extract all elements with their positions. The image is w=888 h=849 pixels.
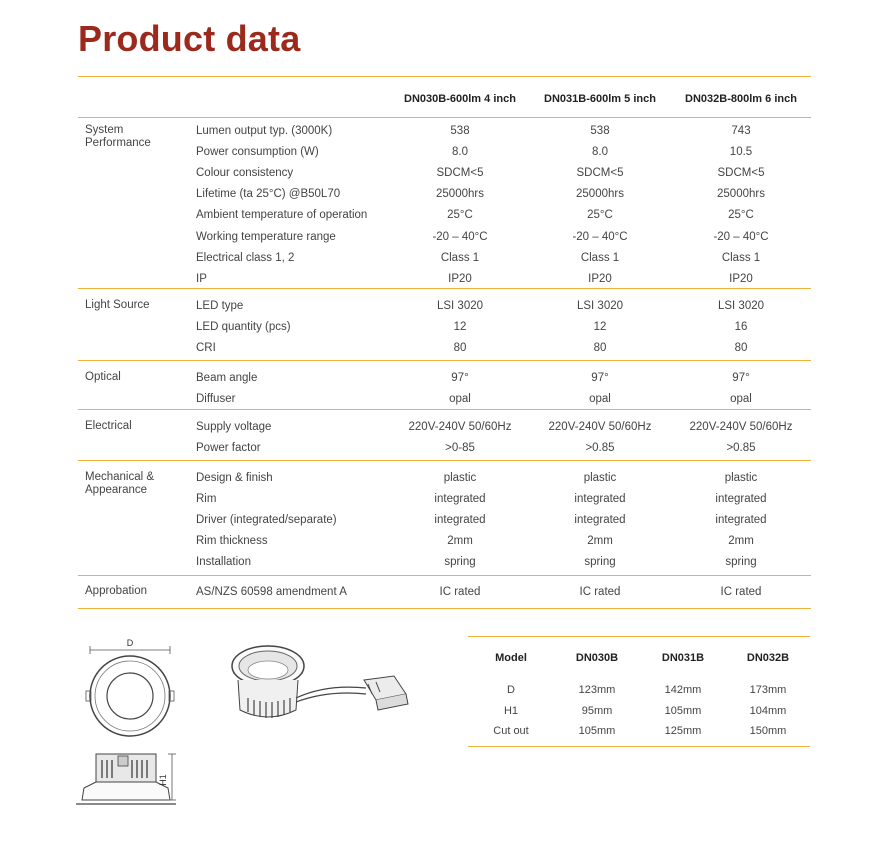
- spec-value: spring: [725, 556, 757, 569]
- spec-value: SDCM<5: [436, 167, 484, 180]
- spec-value: >0.85: [585, 442, 615, 455]
- spec-value: 220V-240V 50/60Hz: [408, 421, 512, 433]
- spec-value: integrated: [715, 493, 767, 506]
- spec-value: LSI 3020: [436, 300, 484, 312]
- spec-label: Rim: [196, 493, 217, 506]
- group-name: System Performance: [85, 124, 151, 149]
- spec-value: Class 1: [721, 251, 761, 264]
- spec-label: Rim thickness: [196, 535, 268, 548]
- spec-value: 25000hrs: [576, 188, 624, 201]
- spec-label: CRI: [196, 342, 216, 355]
- dim-row-label: D: [507, 684, 515, 696]
- spec-label: Lifetime (ta 25°C) @B50L70: [196, 188, 341, 201]
- spec-value: SDCM<5: [717, 167, 765, 180]
- spec-value: 25000hrs: [436, 188, 484, 201]
- spec-value: 25°C: [447, 209, 473, 222]
- spec-value: SDCM<5: [576, 167, 624, 180]
- spec-value: IC rated: [720, 586, 762, 598]
- spec-value: IP20: [588, 272, 612, 285]
- dim-value: 95mm: [581, 704, 613, 717]
- spec-label: Design & finish: [196, 472, 273, 484]
- top-view-drawing: [78, 636, 182, 744]
- spec-label: LED quantity (pcs): [196, 321, 291, 334]
- diameter-label: D: [126, 638, 134, 648]
- group-divider: [78, 575, 811, 576]
- spec-value: spring: [584, 556, 616, 569]
- side-view-drawing: [74, 748, 184, 808]
- spec-value: -20 – 40°C: [432, 230, 488, 243]
- dim-header: DN031B: [661, 652, 705, 664]
- spec-value: 2mm: [447, 535, 473, 548]
- spec-value: IC rated: [579, 586, 621, 598]
- spec-label: AS/NZS 60598 amendment A: [196, 586, 347, 598]
- spec-value: IP20: [448, 272, 472, 285]
- spec-value: Class 1: [440, 251, 480, 264]
- spec-value: 8.0: [592, 146, 608, 159]
- spec-value: 25°C: [728, 209, 754, 222]
- dim-value: 142mm: [664, 684, 702, 696]
- group-divider: [78, 460, 811, 461]
- dim-value: 123mm: [578, 684, 616, 696]
- group-divider: [78, 360, 811, 361]
- spec-value: >0-85: [445, 442, 475, 455]
- group-divider: [78, 288, 811, 289]
- spec-value: IC rated: [439, 586, 481, 598]
- spec-value: integrated: [434, 493, 486, 506]
- spec-value: LSI 3020: [576, 300, 624, 312]
- spec-value: 97°: [591, 372, 609, 384]
- title-divider: [78, 76, 811, 77]
- spec-value: 80: [453, 342, 467, 355]
- group-name: Light Source: [85, 299, 150, 311]
- spec-label: Installation: [196, 556, 251, 569]
- spec-value: integrated: [434, 514, 486, 527]
- spec-label: Supply voltage: [196, 421, 272, 433]
- spec-label: Power factor: [196, 442, 261, 455]
- spec-value: integrated: [574, 514, 626, 527]
- spec-value: 80: [593, 342, 607, 355]
- spec-value: plastic: [583, 472, 617, 484]
- spec-value: plastic: [443, 472, 477, 484]
- spec-value: 10.5: [729, 146, 753, 159]
- spec-label: Working temperature range: [196, 230, 336, 243]
- spec-label: IP: [196, 272, 207, 285]
- spec-label: LED type: [196, 300, 244, 312]
- spec-value: spring: [444, 556, 476, 569]
- dim-header: DN030B: [575, 652, 619, 664]
- spec-value: 12: [453, 321, 467, 334]
- dim-value: 104mm: [749, 704, 787, 717]
- column-header: DN031B-600lm 5 inch: [544, 93, 656, 105]
- product-illustration: [226, 636, 412, 726]
- spec-value: 2mm: [587, 535, 613, 548]
- spec-label: Power consumption (W): [196, 146, 319, 159]
- dim-value: 105mm: [578, 725, 616, 737]
- column-header: DN030B-600lm 4 inch: [404, 93, 516, 105]
- spec-value: 538: [450, 125, 470, 137]
- group-name: Approbation: [85, 585, 148, 597]
- dim-row-label: H1: [503, 704, 519, 717]
- spec-label: Lumen output typ. (3000K): [196, 125, 333, 137]
- spec-value: 80: [734, 342, 748, 355]
- spec-label: Ambient temperature of operation: [196, 209, 368, 222]
- spec-value: LSI 3020: [717, 300, 765, 312]
- spec-value: 97°: [732, 372, 750, 384]
- spec-value: integrated: [574, 493, 626, 506]
- spec-label: Diffuser: [196, 393, 236, 406]
- spec-value: >0.85: [726, 442, 756, 455]
- group-divider: [78, 608, 811, 609]
- spec-label: Electrical class 1, 2: [196, 251, 295, 264]
- group-divider: [78, 409, 811, 410]
- column-header: DN032B-800lm 6 inch: [685, 93, 797, 105]
- spec-value: 743: [731, 125, 751, 137]
- spec-label: Beam angle: [196, 372, 258, 384]
- spec-value: 25°C: [587, 209, 613, 222]
- dim-row-label: Cut out: [493, 725, 529, 737]
- spec-value: 16: [734, 321, 748, 334]
- spec-value: plastic: [724, 472, 758, 484]
- spec-value: -20 – 40°C: [713, 230, 769, 243]
- spec-value: integrated: [715, 514, 767, 527]
- group-name: Mechanical & Appearance: [85, 471, 155, 496]
- dim-table-top-rule: [468, 636, 810, 637]
- dim-value: 173mm: [749, 684, 787, 696]
- height-label: H1: [158, 774, 168, 786]
- dim-value: 105mm: [664, 704, 702, 717]
- spec-value: 12: [593, 321, 607, 334]
- spec-value: -20 – 40°C: [572, 230, 628, 243]
- spec-value: 220V-240V 50/60Hz: [548, 421, 652, 433]
- spec-value: 97°: [451, 372, 469, 384]
- spec-value: IP20: [729, 272, 753, 285]
- spec-value: 2mm: [728, 535, 754, 548]
- dim-value: 125mm: [664, 725, 702, 737]
- dim-header: Model: [495, 652, 527, 664]
- spec-value: opal: [730, 393, 752, 406]
- spec-value: 538: [590, 125, 610, 137]
- spec-value: opal: [589, 393, 611, 406]
- header-divider: [78, 117, 811, 118]
- spec-value: 8.0: [452, 146, 468, 159]
- dim-value: 150mm: [749, 725, 787, 737]
- spec-value: Class 1: [580, 251, 620, 264]
- spec-value: 220V-240V 50/60Hz: [689, 421, 793, 433]
- dim-header: DN032B: [746, 652, 790, 664]
- group-name: Optical: [85, 371, 121, 383]
- spec-value: opal: [449, 393, 471, 406]
- group-name: Electrical: [85, 420, 132, 432]
- spec-value: 25000hrs: [717, 188, 765, 201]
- dim-table-bottom-rule: [468, 746, 810, 747]
- spec-label: Colour consistency: [196, 167, 294, 180]
- spec-label: Driver (integrated/separate): [196, 514, 337, 527]
- page-title: Product data: [78, 18, 301, 59]
